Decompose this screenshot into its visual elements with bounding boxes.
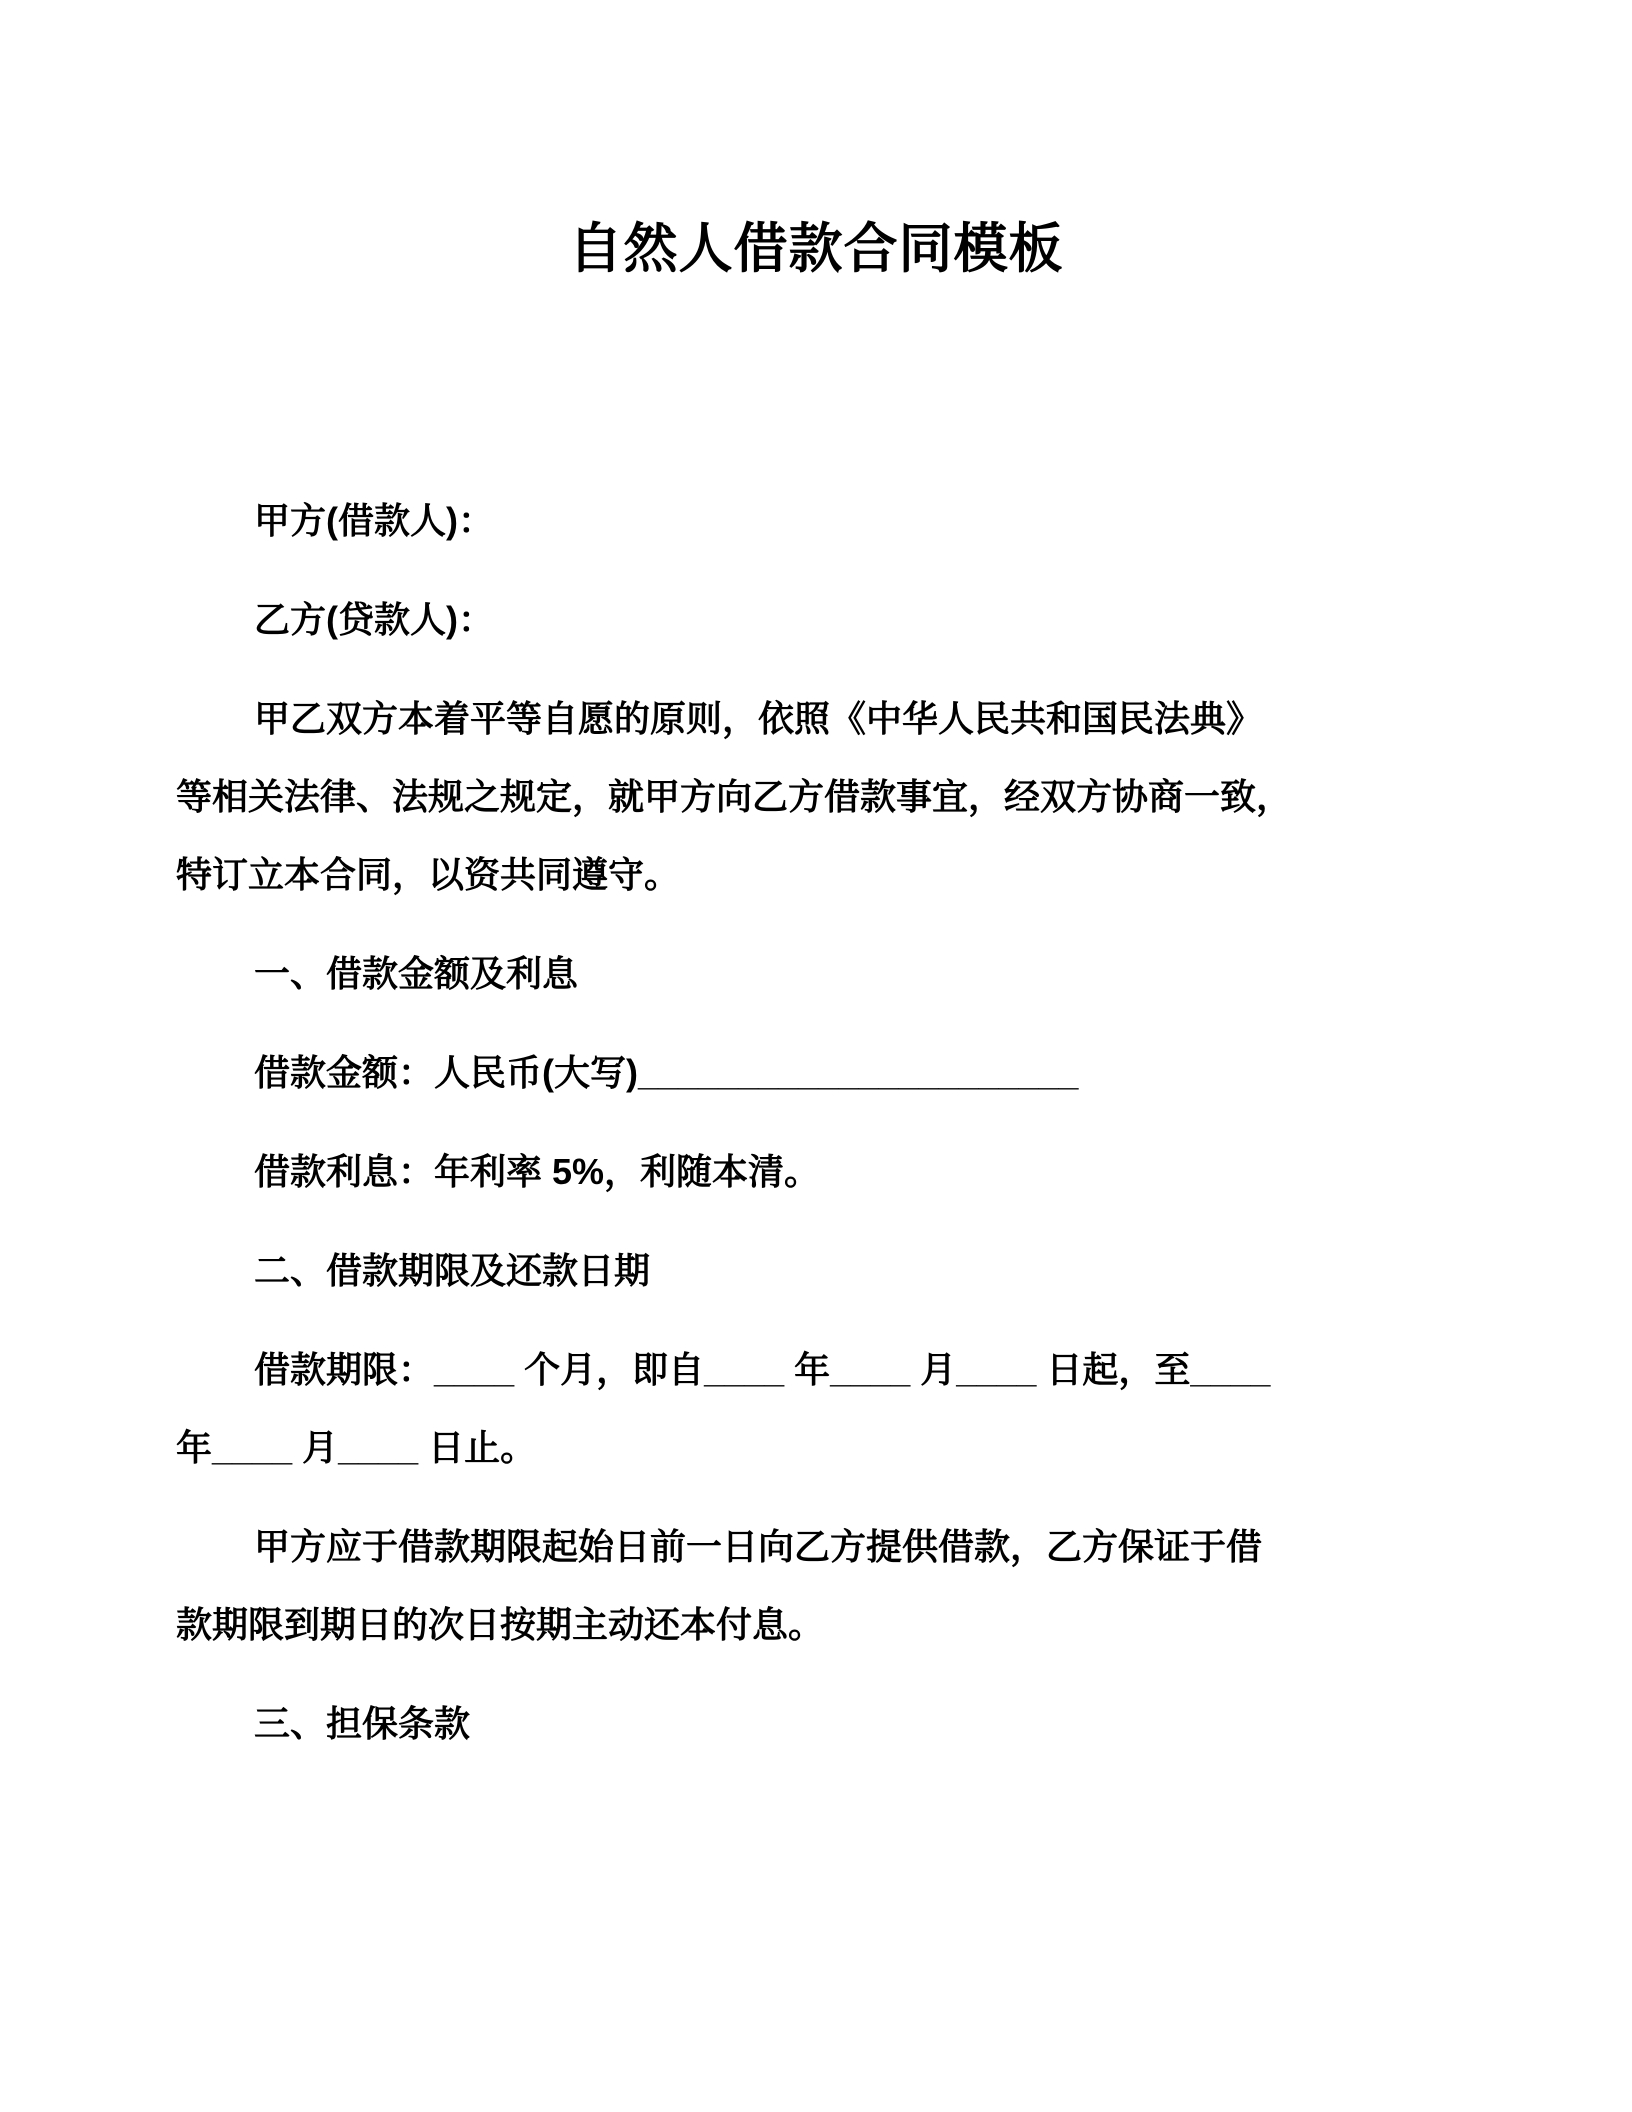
text-line: 年____ 月____ 日止。 (176, 1427, 537, 1468)
text-line: 一、借款金额及利息 (254, 953, 579, 994)
text-line: 借款期限：____ 个月，即自____ 年____ 月____ 日起，至____ (254, 1349, 1271, 1390)
text-line: 借款金额：人民币(大写)______________________ (254, 1052, 1079, 1093)
section-heading (176, 1685, 1456, 1763)
document-title: 自然人借款合同模板 (568, 219, 1064, 279)
text-line: 甲乙双方本着平等自愿的原则，依照《中华人民共和国民法典》 (254, 698, 1263, 739)
text-line: 等相关法律、法规之规定，就甲方向乙方借款事宜，经双方协商一致， (176, 776, 1293, 817)
text-line: 甲方(借款人)： (254, 500, 494, 541)
paragraph (176, 482, 1456, 560)
text-line: 三、担保条款 (254, 1703, 471, 1744)
text-line: 借款利息：年利率 5%，利随本清。 (254, 1151, 821, 1192)
paragraph (176, 680, 1456, 914)
section-heading (176, 935, 1456, 1013)
text-line: 甲方应于借款期限起始日前一日向乙方提供借款，乙方保证于借 (254, 1526, 1263, 1567)
document-body (176, 482, 1456, 1763)
paragraph (176, 1508, 1456, 1664)
section-heading (176, 1232, 1456, 1310)
text-line: 二、借款期限及还款日期 (254, 1250, 651, 1291)
paragraph (176, 581, 1456, 659)
text-line: 款期限到期日的次日按期主动还本付息。 (176, 1604, 825, 1645)
text-line: 乙方(贷款人)： (254, 599, 494, 640)
paragraph (176, 1034, 1456, 1112)
text-line: 特订立本合同，以资共同遵守。 (176, 854, 681, 895)
paragraph (176, 1133, 1456, 1211)
paragraph (176, 1331, 1456, 1487)
